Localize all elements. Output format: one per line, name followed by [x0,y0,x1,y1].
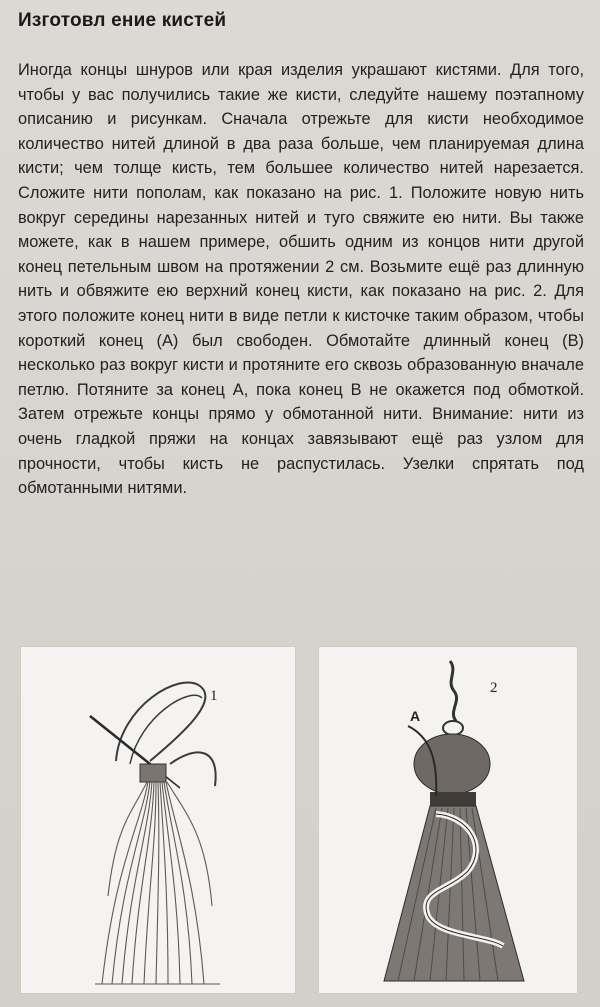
tassel-wrapped-top-icon [318,646,578,994]
article-body: Иногда концы шнуров или края изделия украшают кистями. Для того, чтобы у вас получились такие же кисти, следуйте нашему поэтапному описанию и рисункам. Сначала отрежьте для кисти необходимое количество нитей длиной в два раза больше, чем планируемая длина кисти; чем толще кисть, тем большее количество нитей нарезается. Сложите нити пополам, как показано на рис. 1. Положите новую нить вокруг середины нарезанных нитей и туго свяжите ею нити. Вы также можете, как в нашем примере, обшить одним из концов нити другой конец петельным швом на протяжении 2 см. Возьмите ещё раз длинную нить и обвяжите ею верхний конец кисти, как показано на рис. 2. Для этого положите конец нити в виде петли к кисточке таким образом, чтобы короткий конец (А) был свободен. Обмотайте длинный конец (В) несколько раз вокруг кисти и протяните его сквозь образованную вначале петлю. Потяните за конец А, пока конец В не окажется под обмоткой. Затем отрежьте концы прямо у обмотанной нити. Внимание: нити из очень гладкой пряжи на концах завязывают ещё раз узлом для прочности, чтобы кисть не распустилась. Узелки спрятать под обмотанными нитями. [18,61,584,498]
figure-2 [318,646,578,994]
tassel-folded-threads-icon [20,646,296,994]
figure-1-number: 1 [210,688,218,704]
label-a: A [410,708,421,724]
figure-2-number: 2 [490,680,498,696]
figure-1 [20,646,296,994]
page-title: Изготовл ение кистей [18,10,227,31]
